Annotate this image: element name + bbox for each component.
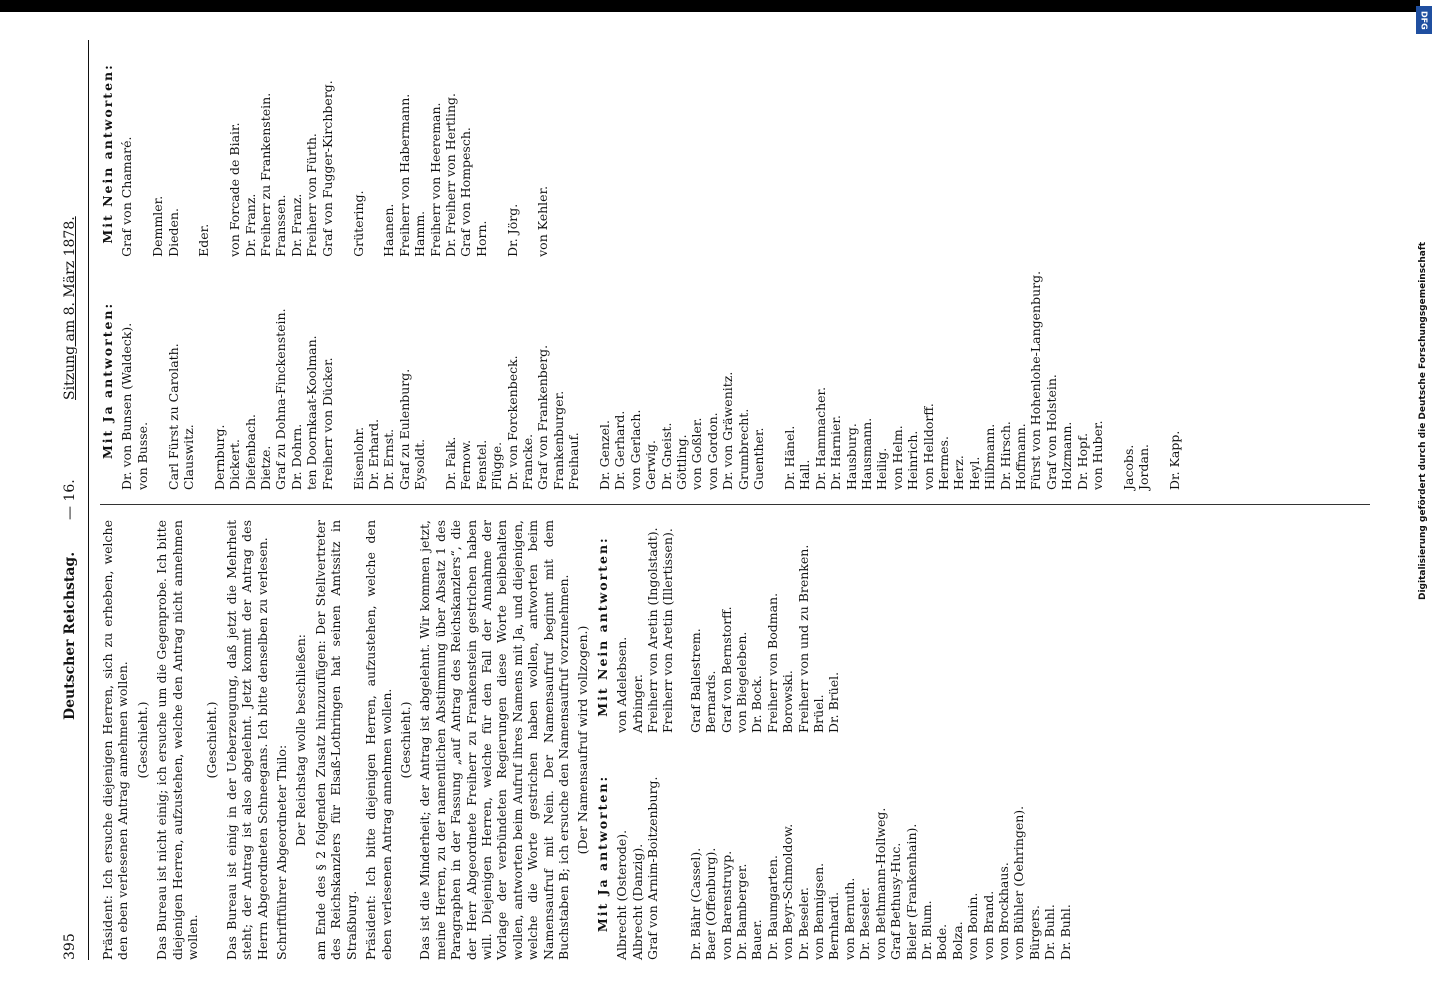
list-item: Dr. Buhl. (1057, 904, 1073, 960)
list-item: Dieden. (165, 208, 181, 257)
list-item: Dernburg. (211, 424, 227, 490)
list-item: Bolza. (949, 921, 965, 960)
list-item: Dr. Hirsch. (997, 421, 1013, 490)
list-item: Freiherr von Aretin (Illertissen). (660, 528, 676, 733)
left-column (100, 520, 1073, 960)
list-item: Dr. Hänel. (781, 425, 797, 490)
list-item: von Brockhaus. (995, 862, 1011, 960)
ja-list-top (614, 747, 660, 960)
list-item: Horn. (473, 220, 489, 257)
list-item: Dr. Franz. (242, 193, 258, 257)
nein-list-top (614, 520, 676, 733)
list-item: von Busse. (134, 421, 150, 490)
list-item: Gerwig. (643, 439, 659, 490)
list-item: von Brand. (980, 890, 996, 960)
stage-direction: (Der Namensaufruf wird vollzogen.) (575, 625, 591, 855)
list-item: Graf von Hompesch. (458, 127, 474, 257)
stage-direction: (Geschieht.) (397, 701, 413, 779)
list-item: Bernards. (703, 670, 719, 733)
list-item: Dr. von Gräwenitz. (720, 371, 736, 490)
paragraph: Das ist die Minderheit; der Antrag ist abgelehnt. Wir kommen jetzt, meine Herren, zu der namentlichen Abstimmung über Absatz 1 des Paragraphen in der Fassung „auf Antrag des Reichskanzlers“, die der Herr Abgeordnete Freiherr zu Frankenstein gestrichen haben will. Diejenigen Herren, welche für den Fall der Annahme der Vorlage der verbündeten Regierungen diese Worte beibehalten wollen, antworten beim Aufruf ihres Namens mit Ja, und diejenigen, welche die Worte gestrichen haben wollen, antworten beim Namensaufruf mit Nein. Der Namensaufruf beginnt mit dem Buchstaben B; ich ersuche den Namensaufruf vorzunehmen. (417, 520, 571, 960)
nein-list (119, 50, 550, 257)
list-item: Dr. von Bunsen (Waldeck). (119, 322, 135, 490)
list-item: Fenstel. (473, 439, 489, 490)
vote-lists-right (100, 50, 1182, 490)
list-item (489, 50, 504, 257)
vote-lists-2 (688, 520, 1073, 960)
list-item: Freiherr von Bodman. (764, 592, 780, 733)
list-item: von Goßler. (689, 417, 705, 490)
right-column (100, 50, 1182, 490)
list-item: von Bernuth. (841, 877, 857, 960)
president-statement: Präsident: Ich bitte diejenigen Herren, aufzustehen, welche den eben verlesenen Antrag annehmen wollen. (363, 520, 394, 960)
list-item: von Bethmann-Hollweg. (872, 807, 888, 960)
list-item: Haanen. (381, 203, 397, 257)
list-item: von Adelebsen. (614, 636, 630, 733)
list-item: Graf von Holstein. (1043, 374, 1059, 490)
president-statement: Präsident: Ich ersuche diejenigen Herren, sich zu erheben, welche den eben verlesenen Antrag annehmen wollen. (100, 520, 131, 960)
list-item: Dr. Bock. (749, 675, 765, 733)
list-item: Freiherr von Aretin (Ingolstadt). (645, 527, 660, 733)
list-item: ten Doornkaat-Koolman. (304, 335, 320, 490)
page-header (60, 40, 90, 960)
list-item: Dr. Gerhard. (612, 410, 628, 490)
list-item: Graf von Frankenberg. (535, 344, 551, 490)
list-item (150, 271, 165, 490)
list-item: von Bühler (Oehringen). (1011, 805, 1027, 960)
list-item: Graf Bethusy-Huc. (888, 842, 904, 960)
list-item: Dr. Freiherr von Hertling. (442, 92, 458, 257)
list-item: Graf von Bernstorff. (718, 606, 734, 733)
list-item: Graf von Arnim-Boitzenburg. (645, 776, 660, 960)
list-item: Eysoldt. (412, 438, 428, 490)
list-item: Dr. Beseler. (857, 887, 873, 960)
list-item: Heilig. (874, 447, 890, 490)
list-item: Grütering. (350, 190, 366, 257)
column-divider (100, 504, 1370, 505)
list-item (1105, 271, 1120, 490)
list-item: Grumbrecht. (735, 408, 751, 490)
list-item: von Beyr-Schmoldow. (780, 823, 796, 960)
page-number: 395 (62, 933, 78, 960)
list-item: Dr. von Forckenbeck. (504, 355, 520, 490)
list-item: von Bennigsen. (811, 862, 827, 960)
list-item: von Helm. (889, 425, 905, 490)
list-item: Heinrich. (905, 430, 921, 490)
ja-heading: Mit Ja antworten: (100, 301, 115, 460)
list-item: Dr. Hopf. (1074, 432, 1090, 490)
list-item: Dr. Harnier. (828, 415, 844, 490)
list-item: Bauer. (749, 919, 765, 960)
list-item: Freiherr von Habermann. (396, 93, 412, 257)
list-item: Carl Fürst zu Carolath. (165, 343, 181, 490)
rotated-page (60, 40, 1380, 960)
publication-title: Deutscher Reichstag. (62, 551, 78, 720)
speaker-line: Schriftführer Abgeordneter Thilo: (274, 744, 290, 960)
list-item: Freiherr zu Frankenstein. (258, 92, 274, 257)
list-item: Jordan. (1136, 444, 1152, 490)
session-date: Sitzung am 8. März 1878. (62, 216, 78, 400)
list-item: Graf Ballestrem. (687, 628, 703, 733)
list-item (428, 271, 443, 490)
list-item: Freihauf. (566, 432, 582, 490)
list-item: Dr. Jörg. (504, 203, 520, 257)
list-item: Baer (Offenburg). (703, 847, 719, 960)
paragraph: Das Bureau ist einig in der Ueberzeugung, daß jetzt die Mehrheit steht; der Antrag ist also abgelehnt. Jetzt kommt der Antrag des Herrn Abgeordneten Schneegans. Ich bitte denselben zu verlesen. (223, 520, 270, 960)
list-item: Francke. (519, 433, 535, 490)
header-rule (88, 40, 89, 960)
list-item: Freiherr von Fürth. (304, 133, 320, 257)
list-item: Eisenlohr. (350, 426, 366, 490)
list-item: Albrecht (Danzig). (629, 843, 645, 960)
list-item: Freiherr von Dücker. (319, 357, 335, 490)
list-item: von Kehler. (535, 185, 551, 257)
list-item: Graf zu Eulenburg. (396, 368, 412, 490)
funding-note: Digitalisierung gefördert durch die Deutsche Forschungsgemeinschaft (1418, 241, 1428, 600)
list-item: Albrecht (Osterode). (614, 829, 630, 960)
ja-list (688, 747, 1073, 960)
list-item (766, 271, 781, 490)
list-item: Frankenburger. (550, 390, 566, 490)
scan-border-top (0, 0, 1420, 12)
ja-list (119, 271, 1182, 490)
list-item: Graf zu Dohna-Finckenstein. (273, 308, 289, 490)
list-item: Diefenbach. (242, 414, 258, 490)
list-item: Hoffmann. (1012, 423, 1028, 490)
list-item: Dr. Hammacher. (812, 386, 828, 490)
list-item: Herz. (951, 455, 967, 490)
list-item: Dr. Falk. (442, 436, 458, 490)
session-number: — 16. (62, 479, 78, 520)
list-item: Arbinger. (629, 673, 645, 733)
list-item: Guenther. (751, 427, 767, 490)
list-item: Freiherr von Heereman. (427, 102, 443, 257)
list-item: Hall. (797, 459, 813, 490)
list-item: Dr. Dohrn. (288, 423, 304, 490)
list-item: Bode. (934, 923, 950, 960)
list-item: Hamm. (412, 210, 428, 257)
list-item: Dr. Buhl. (1042, 904, 1058, 960)
list-item: Dickert. (227, 439, 243, 490)
list-item (520, 50, 535, 257)
list-item: Hilbmann. (982, 423, 998, 490)
list-item: Dr. Bähr (Cassel). (687, 847, 703, 960)
list-item: Dr. Blum. (918, 900, 934, 960)
list-item: Graf von Chamaré. (119, 136, 135, 257)
list-item (1152, 271, 1167, 490)
list-item: Eder. (196, 223, 212, 257)
list-item: von Barenstruyp. (718, 850, 734, 960)
list-item: Dr. Bamberger. (734, 863, 750, 960)
list-item: Dr. Ernst. (381, 428, 397, 490)
vote-lists (595, 520, 676, 960)
list-item: von Gerlach. (627, 409, 643, 490)
list-item: Fernow. (458, 439, 474, 490)
stage-direction: (Geschieht.) (134, 701, 150, 779)
nein-heading: Mit Nein antworten: (100, 63, 115, 244)
list-item: Franssen. (273, 194, 289, 257)
list-item: Hausmann. (858, 417, 874, 490)
list-item (335, 50, 350, 257)
list-item (196, 271, 211, 490)
list-item: Dr. Beseler. (795, 887, 811, 960)
list-item: von Forcade de Biair. (227, 122, 243, 257)
list-item (212, 50, 227, 257)
list-item (181, 50, 196, 257)
ja-heading: Mit Ja antworten: (594, 774, 610, 933)
list-item: Freiherr von und zu Brenken. (795, 544, 811, 733)
list-item: Bürgers. (1026, 905, 1042, 960)
list-item: von Biegeleben. (734, 631, 750, 733)
motion-intro: Der Reichstag wolle beschließen: (293, 634, 309, 846)
list-item: Brüel. (811, 694, 827, 733)
list-item: Hausburg. (843, 423, 859, 490)
list-item: Clauswitz. (181, 424, 197, 490)
list-item: Holzmann. (1059, 421, 1075, 490)
list-item: von Gordon. (704, 412, 720, 490)
list-item: Bieler (Frankenhain). (903, 823, 919, 960)
list-item: Dr. Erhard. (365, 418, 381, 490)
list-item: Jacobs. (1120, 444, 1136, 490)
list-item (366, 50, 381, 257)
list-item: Dr. Brüel. (826, 671, 842, 733)
list-item (335, 271, 350, 490)
list-item: Bernhardi. (826, 891, 842, 960)
list-item: Dietze. (258, 445, 274, 490)
list-item (582, 271, 597, 490)
stage-direction: (Geschieht.) (204, 701, 220, 779)
list-item: Borowski. (780, 670, 796, 733)
list-item: Dr. Gneist. (658, 422, 674, 490)
list-item (135, 50, 150, 257)
list-item: Dr. Franz. (288, 193, 304, 257)
list-item: Göttling. (674, 434, 690, 490)
list-item: Dr. Baumgarten. (764, 855, 780, 960)
motion-text: am Ende des § 2 folgenden Zusatz hinzuzufügen: Der Stellvertreter des Reichskanzlers für Elsaß-Lothringen hat seinen Amtssitz in Straßburg. (312, 520, 359, 960)
list-item: Demmler. (150, 195, 166, 257)
nein-heading: Mit Nein antworten: (594, 536, 610, 717)
list-item: Graf von Fugger-Kirchberg. (319, 80, 335, 257)
list-item: Dr. Genzel. (597, 420, 612, 490)
list-item: Fürst von Hohenlohe-Langenburg. (1028, 270, 1044, 490)
list-item: Dr. Kapp. (1167, 430, 1183, 490)
list-item: von Bonin. (965, 892, 981, 960)
list-item: Heyl. (966, 456, 982, 490)
list-item: Flügge. (489, 441, 505, 490)
dfg-logo: DFG (1416, 6, 1432, 34)
nein-list (688, 520, 1073, 733)
list-item: Hermes. (935, 436, 951, 490)
paragraph: Das Bureau ist nicht einig; ich ersuche um die Gegenprobe. Ich bitte diejenigen Herren, aufzustehen, welche den Antrag nicht annehmen wollen. (154, 520, 201, 960)
list-item: von Huber. (1090, 420, 1105, 490)
list-item: von Helldorff. (920, 403, 936, 490)
